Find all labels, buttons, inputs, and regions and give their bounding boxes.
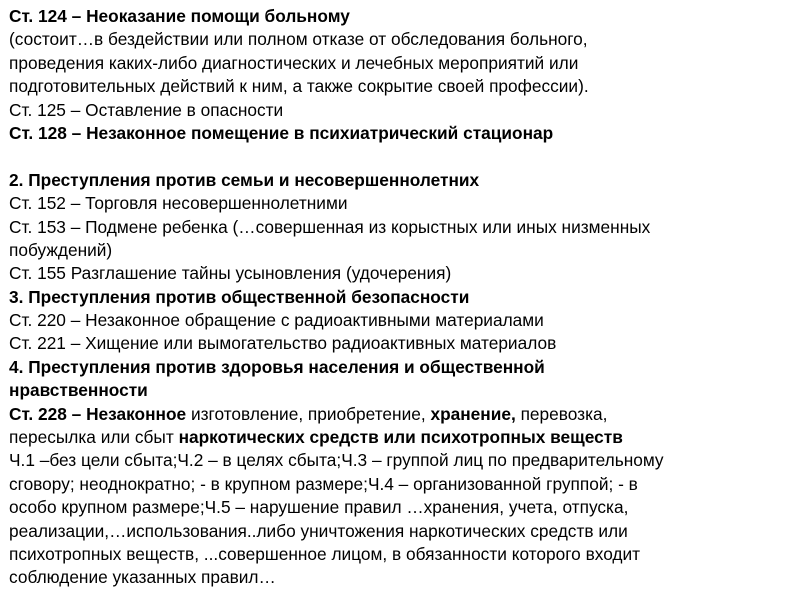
text-line <box>9 52 794 75</box>
text-segment: подготовительных действий к ним, а также сокрытие своей профессии). <box>9 76 589 97</box>
text-segment: Ст. 153 – Подмене ребенка (…совершенная из корыстных или иных низменных <box>9 216 651 237</box>
bold-text-segment: хранение, <box>430 403 516 424</box>
text-line <box>9 309 794 332</box>
text-line <box>9 5 794 28</box>
text-line <box>9 28 794 51</box>
text-line <box>9 192 794 215</box>
bold-text-segment: наркотических средств или психотропных веществ <box>178 427 623 448</box>
text-line <box>9 426 794 449</box>
text-line <box>9 356 794 379</box>
bold-text-segment: Ст. 124 – Неоказание помощи больному <box>9 6 350 26</box>
text-segment: психотропных веществ, ...совершенное лицом, в обязанности которого входит <box>9 543 641 564</box>
text-segment: пересылка или сбыт <box>9 427 179 448</box>
text-line <box>9 449 794 472</box>
text-segment: сговору; неоднократно; - в крупном размере;Ч.4 – организованной группой; - в <box>9 473 638 494</box>
bold-text-segment: 4. Преступления против здоровья населения и общественной <box>9 356 545 377</box>
text-segment: Ст. 125 – Оставление в опасности <box>9 99 284 120</box>
text-line <box>9 403 794 426</box>
bold-text-segment: нравственности <box>9 380 148 401</box>
bold-text-segment: Ст. 228 – Незаконное <box>9 403 187 424</box>
text-line <box>9 239 794 262</box>
text-line <box>9 496 794 519</box>
text-segment: Ст. 221 – Хищение или вымогательство радиоактивных материалов <box>9 333 557 354</box>
text-line <box>9 332 794 355</box>
bold-text-segment: Ст. 128 – Незаконное помещение в психиатрический стационар <box>9 122 554 143</box>
text-line <box>9 216 794 239</box>
text-line <box>9 75 794 98</box>
text-line <box>9 99 794 122</box>
text-line <box>9 262 794 285</box>
text-segment: изготовление, приобретение, <box>186 403 431 424</box>
text-line <box>9 566 794 589</box>
text-line <box>9 473 794 496</box>
text-segment: Ст. 220 – Незаконное обращение с радиоактивными материалами <box>9 310 544 331</box>
blank-line <box>9 145 794 168</box>
text-line <box>9 520 794 543</box>
bold-text-segment: 2. Преступления против семьи и несовершеннолетних <box>9 169 480 190</box>
text-segment: соблюдение указанных правил… <box>9 567 276 588</box>
text-segment: перевозка, <box>515 403 608 424</box>
text-line <box>9 286 794 309</box>
text-segment: (состоит…в бездействии или полном отказе от обследования больного, <box>9 29 588 50</box>
text-segment: особо крупном размере;Ч.5 – нарушение правил …хранения, учета, отпуска, <box>9 497 629 518</box>
text-line <box>9 543 794 566</box>
text-segment: Ч.1 –без цели сбыта;Ч.2 – в целях сбыта;Ч.3 – группой лиц по предварительному <box>9 450 664 471</box>
slide-text-body <box>9 5 794 590</box>
text-segment: Ст. 155 Разглашение тайны усыновления (удочерения) <box>9 263 452 284</box>
bold-text-segment: 3. Преступления против общественной безопасности <box>9 286 470 307</box>
text-line <box>9 169 794 192</box>
text-segment: реализации,…использования..либо уничтожения наркотических средств или <box>9 520 628 541</box>
text-line <box>9 379 794 402</box>
text-segment: Ст. 152 – Торговля несовершеннолетними <box>9 193 348 214</box>
text-segment: побуждений) <box>9 239 113 260</box>
text-segment: проведения каких-либо диагностических и лечебных мероприятий или <box>9 52 579 73</box>
text-line <box>9 122 794 145</box>
